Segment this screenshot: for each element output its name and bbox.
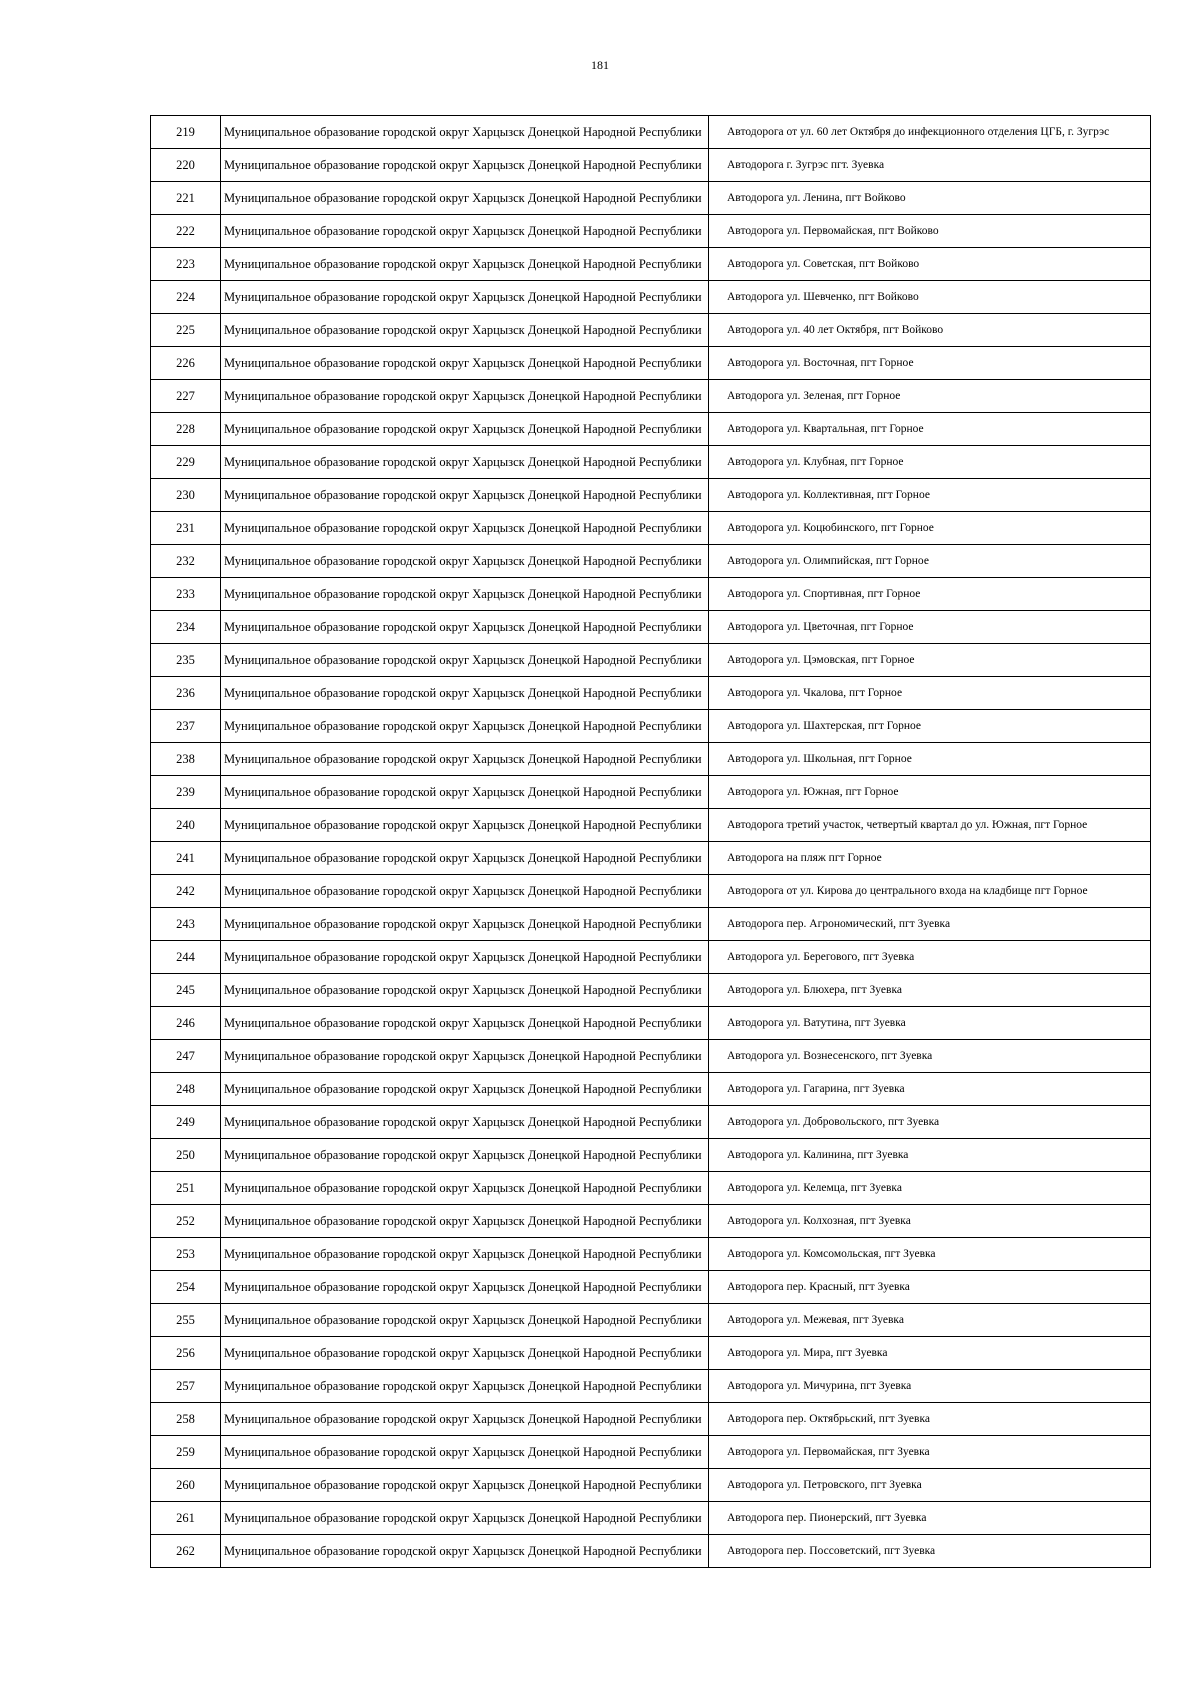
owner-cell: Муниципальное образование городской округ Харцызск Донецкой Народной Республики [221, 116, 709, 149]
table-row [151, 1502, 1151, 1535]
object-cell: Автодорога ул. Шахтерская, пгт Горное [709, 710, 1151, 743]
owner-cell: Муниципальное образование городской округ Харцызск Донецкой Народной Республики [221, 446, 709, 479]
table-row [151, 182, 1151, 215]
row-number-cell: 219 [151, 116, 221, 149]
object-cell: Автодорога ул. Мира, пгт Зуевка [709, 1337, 1151, 1370]
object-cell: Автодорога ул. Вознесенского, пгт Зуевка [709, 1040, 1151, 1073]
row-number-cell: 229 [151, 446, 221, 479]
object-cell: Автодорога ул. Школьная, пгт Горное [709, 743, 1151, 776]
owner-cell: Муниципальное образование городской округ Харцызск Донецкой Народной Республики [221, 677, 709, 710]
object-cell: Автодорога ул. Чкалова, пгт Горное [709, 677, 1151, 710]
row-number-cell: 247 [151, 1040, 221, 1073]
table-row [151, 281, 1151, 314]
row-number-cell: 238 [151, 743, 221, 776]
table-row [151, 413, 1151, 446]
row-number-cell: 261 [151, 1502, 221, 1535]
object-cell: Автодорога ул. Южная, пгт Горное [709, 776, 1151, 809]
owner-cell: Муниципальное образование городской округ Харцызск Донецкой Народной Республики [221, 248, 709, 281]
table-row [151, 347, 1151, 380]
table-row [151, 1469, 1151, 1502]
table-row [151, 1040, 1151, 1073]
owner-cell: Муниципальное образование городской округ Харцызск Донецкой Народной Республики [221, 710, 709, 743]
owner-cell: Муниципальное образование городской округ Харцызск Донецкой Народной Республики [221, 1172, 709, 1205]
owner-cell: Муниципальное образование городской округ Харцызск Донецкой Народной Республики [221, 809, 709, 842]
row-number-cell: 252 [151, 1205, 221, 1238]
object-cell: Автодорога ул. Первомайская, пгт Зуевка [709, 1436, 1151, 1469]
owner-cell: Муниципальное образование городской округ Харцызск Донецкой Народной Республики [221, 1403, 709, 1436]
table-row [151, 314, 1151, 347]
table-row [151, 1337, 1151, 1370]
object-cell: Автодорога ул. Коцюбинского, пгт Горное [709, 512, 1151, 545]
table-row [151, 710, 1151, 743]
object-cell: Автодорога ул. Советская, пгт Войково [709, 248, 1151, 281]
table-row [151, 644, 1151, 677]
object-cell: Автодорога пер. Агрономический, пгт Зуевка [709, 908, 1151, 941]
owner-cell: Муниципальное образование городской округ Харцызск Донецкой Народной Республики [221, 941, 709, 974]
object-cell: Автодорога ул. 40 лет Октября, пгт Войково [709, 314, 1151, 347]
owner-cell: Муниципальное образование городской округ Харцызск Донецкой Народной Республики [221, 347, 709, 380]
owner-cell: Муниципальное образование городской округ Харцызск Донецкой Народной Республики [221, 545, 709, 578]
owner-cell: Муниципальное образование городской округ Харцызск Донецкой Народной Республики [221, 512, 709, 545]
row-number-cell: 234 [151, 611, 221, 644]
owner-cell: Муниципальное образование городской округ Харцызск Донецкой Народной Республики [221, 1337, 709, 1370]
row-number-cell: 243 [151, 908, 221, 941]
row-number-cell: 221 [151, 182, 221, 215]
table-row [151, 1436, 1151, 1469]
table-row [151, 1403, 1151, 1436]
row-number-cell: 262 [151, 1535, 221, 1568]
object-cell: Автодорога пер. Пионерский, пгт Зуевка [709, 1502, 1151, 1535]
object-cell: Автодорога ул. Ватутина, пгт Зуевка [709, 1007, 1151, 1040]
object-cell: Автодорога ул. Спортивная, пгт Горное [709, 578, 1151, 611]
row-number-cell: 254 [151, 1271, 221, 1304]
row-number-cell: 233 [151, 578, 221, 611]
row-number-cell: 237 [151, 710, 221, 743]
table-row [151, 116, 1151, 149]
object-cell: Автодорога ул. Келемца, пгт Зуевка [709, 1172, 1151, 1205]
table-row [151, 1139, 1151, 1172]
row-number-cell: 226 [151, 347, 221, 380]
registry-table [150, 115, 1151, 1568]
table-row [151, 1205, 1151, 1238]
object-cell: Автодорога ул. Комсомольская, пгт Зуевка [709, 1238, 1151, 1271]
object-cell: Автодорога ул. Первомайская, пгт Войково [709, 215, 1151, 248]
table-row [151, 1370, 1151, 1403]
owner-cell: Муниципальное образование городской округ Харцызск Донецкой Народной Республики [221, 314, 709, 347]
row-number-cell: 230 [151, 479, 221, 512]
object-cell: Автодорога ул. Калинина, пгт Зуевка [709, 1139, 1151, 1172]
object-cell: Автодорога ул. Блюхера, пгт Зуевка [709, 974, 1151, 1007]
object-cell: Автодорога ул. Восточная, пгт Горное [709, 347, 1151, 380]
row-number-cell: 249 [151, 1106, 221, 1139]
object-cell: Автодорога пер. Поссоветский, пгт Зуевка [709, 1535, 1151, 1568]
row-number-cell: 223 [151, 248, 221, 281]
owner-cell: Муниципальное образование городской округ Харцызск Донецкой Народной Республики [221, 908, 709, 941]
object-cell: Автодорога ул. Колхозная, пгт Зуевка [709, 1205, 1151, 1238]
row-number-cell: 232 [151, 545, 221, 578]
row-number-cell: 225 [151, 314, 221, 347]
owner-cell: Муниципальное образование городской округ Харцызск Донецкой Народной Республики [221, 644, 709, 677]
table-row [151, 578, 1151, 611]
row-number-cell: 246 [151, 1007, 221, 1040]
row-number-cell: 236 [151, 677, 221, 710]
row-number-cell: 239 [151, 776, 221, 809]
table-row [151, 446, 1151, 479]
table-row [151, 1238, 1151, 1271]
row-number-cell: 256 [151, 1337, 221, 1370]
table-row [151, 743, 1151, 776]
owner-cell: Муниципальное образование городской округ Харцызск Донецкой Народной Республики [221, 215, 709, 248]
table-row [151, 1172, 1151, 1205]
row-number-cell: 244 [151, 941, 221, 974]
row-number-cell: 228 [151, 413, 221, 446]
table-row [151, 149, 1151, 182]
owner-cell: Муниципальное образование городской округ Харцызск Донецкой Народной Республики [221, 1469, 709, 1502]
owner-cell: Муниципальное образование городской округ Харцызск Донецкой Народной Республики [221, 1370, 709, 1403]
object-cell: Автодорога ул. Мичурина, пгт Зуевка [709, 1370, 1151, 1403]
table-row [151, 677, 1151, 710]
row-number-cell: 255 [151, 1304, 221, 1337]
table-row [151, 1535, 1151, 1568]
owner-cell: Муниципальное образование городской округ Харцызск Донецкой Народной Республики [221, 776, 709, 809]
row-number-cell: 250 [151, 1139, 221, 1172]
table-row [151, 776, 1151, 809]
table-row [151, 1304, 1151, 1337]
owner-cell: Муниципальное образование городской округ Харцызск Донецкой Народной Республики [221, 380, 709, 413]
table-row [151, 1007, 1151, 1040]
owner-cell: Муниципальное образование городской округ Харцызск Донецкой Народной Республики [221, 1073, 709, 1106]
table-row [151, 248, 1151, 281]
owner-cell: Муниципальное образование городской округ Харцызск Донецкой Народной Республики [221, 1040, 709, 1073]
object-cell: Автодорога ул. Зеленая, пгт Горное [709, 380, 1151, 413]
owner-cell: Муниципальное образование городской округ Харцызск Донецкой Народной Республики [221, 281, 709, 314]
row-number-cell: 235 [151, 644, 221, 677]
object-cell: Автодорога ул. Шевченко, пгт Войково [709, 281, 1151, 314]
owner-cell: Муниципальное образование городской округ Харцызск Донецкой Народной Республики [221, 842, 709, 875]
row-number-cell: 241 [151, 842, 221, 875]
owner-cell: Муниципальное образование городской округ Харцызск Донецкой Народной Республики [221, 1502, 709, 1535]
table-row [151, 941, 1151, 974]
table-row [151, 512, 1151, 545]
object-cell: Автодорога ул. Цветочная, пгт Горное [709, 611, 1151, 644]
owner-cell: Муниципальное образование городской округ Харцызск Донецкой Народной Республики [221, 1436, 709, 1469]
owner-cell: Муниципальное образование городской округ Харцызск Донецкой Народной Республики [221, 479, 709, 512]
row-number-cell: 253 [151, 1238, 221, 1271]
object-cell: Автодорога ул. Квартальная, пгт Горное [709, 413, 1151, 446]
object-cell: Автодорога ул. Петровского, пгт Зуевка [709, 1469, 1151, 1502]
owner-cell: Муниципальное образование городской округ Харцызск Донецкой Народной Республики [221, 1271, 709, 1304]
row-number-cell: 258 [151, 1403, 221, 1436]
table-row [151, 545, 1151, 578]
table-row [151, 1073, 1151, 1106]
owner-cell: Муниципальное образование городской округ Харцызск Донецкой Народной Республики [221, 743, 709, 776]
owner-cell: Муниципальное образование городской округ Харцызск Донецкой Народной Республики [221, 413, 709, 446]
table-row [151, 974, 1151, 1007]
owner-cell: Муниципальное образование городской округ Харцызск Донецкой Народной Республики [221, 1139, 709, 1172]
table-row [151, 842, 1151, 875]
row-number-cell: 251 [151, 1172, 221, 1205]
registry-table-body [151, 116, 1151, 1568]
object-cell: Автодорога от ул. 60 лет Октября до инфекционного отделения ЦГБ, г. Зугрэс [709, 116, 1151, 149]
table-row [151, 1271, 1151, 1304]
object-cell: Автодорога ул. Межевая, пгт Зуевка [709, 1304, 1151, 1337]
object-cell: Автодорога на пляж пгт Горное [709, 842, 1151, 875]
table-row [151, 380, 1151, 413]
owner-cell: Муниципальное образование городской округ Харцызск Донецкой Народной Республики [221, 149, 709, 182]
row-number-cell: 222 [151, 215, 221, 248]
object-cell: Автодорога ул. Цэмовская, пгт Горное [709, 644, 1151, 677]
row-number-cell: 259 [151, 1436, 221, 1469]
object-cell: Автодорога ул. Гагарина, пгт Зуевка [709, 1073, 1151, 1106]
table-row [151, 479, 1151, 512]
table-row [151, 1106, 1151, 1139]
object-cell: Автодорога ул. Берегового, пгт Зуевка [709, 941, 1151, 974]
object-cell: Автодорога третий участок, четвертый квартал до ул. Южная, пгт Горное [709, 809, 1151, 842]
owner-cell: Муниципальное образование городской округ Харцызск Донецкой Народной Республики [221, 1205, 709, 1238]
page-number: 181 [591, 58, 609, 72]
row-number-cell: 231 [151, 512, 221, 545]
owner-cell: Муниципальное образование городской округ Харцызск Донецкой Народной Республики [221, 1304, 709, 1337]
table-row [151, 611, 1151, 644]
owner-cell: Муниципальное образование городской округ Харцызск Донецкой Народной Республики [221, 578, 709, 611]
object-cell: Автодорога от ул. Кирова до центрального входа на кладбище пгт Горное [709, 875, 1151, 908]
object-cell: Автодорога ул. Клубная, пгт Горное [709, 446, 1151, 479]
row-number-cell: 220 [151, 149, 221, 182]
row-number-cell: 245 [151, 974, 221, 1007]
table-row [151, 908, 1151, 941]
row-number-cell: 260 [151, 1469, 221, 1502]
object-cell: Автодорога г. Зугрэс пгт. Зуевка [709, 149, 1151, 182]
owner-cell: Муниципальное образование городской округ Харцызск Донецкой Народной Республики [221, 875, 709, 908]
owner-cell: Муниципальное образование городской округ Харцызск Донецкой Народной Республики [221, 1535, 709, 1568]
owner-cell: Муниципальное образование городской округ Харцызск Донецкой Народной Республики [221, 1106, 709, 1139]
object-cell: Автодорога ул. Олимпийская, пгт Горное [709, 545, 1151, 578]
owner-cell: Муниципальное образование городской округ Харцызск Донецкой Народной Республики [221, 611, 709, 644]
table-row [151, 215, 1151, 248]
object-cell: Автодорога ул. Ленина, пгт Войково [709, 182, 1151, 215]
owner-cell: Муниципальное образование городской округ Харцызск Донецкой Народной Республики [221, 182, 709, 215]
object-cell: Автодорога ул. Добровольского, пгт Зуевка [709, 1106, 1151, 1139]
owner-cell: Муниципальное образование городской округ Харцызск Донецкой Народной Республики [221, 1007, 709, 1040]
row-number-cell: 242 [151, 875, 221, 908]
row-number-cell: 224 [151, 281, 221, 314]
row-number-cell: 248 [151, 1073, 221, 1106]
row-number-cell: 240 [151, 809, 221, 842]
table-row [151, 875, 1151, 908]
owner-cell: Муниципальное образование городской округ Харцызск Донецкой Народной Республики [221, 1238, 709, 1271]
row-number-cell: 227 [151, 380, 221, 413]
table-row [151, 809, 1151, 842]
row-number-cell: 257 [151, 1370, 221, 1403]
object-cell: Автодорога пер. Октябрьский, пгт Зуевка [709, 1403, 1151, 1436]
owner-cell: Муниципальное образование городской округ Харцызск Донецкой Народной Республики [221, 974, 709, 1007]
object-cell: Автодорога пер. Красный, пгт Зуевка [709, 1271, 1151, 1304]
object-cell: Автодорога ул. Коллективная, пгт Горное [709, 479, 1151, 512]
